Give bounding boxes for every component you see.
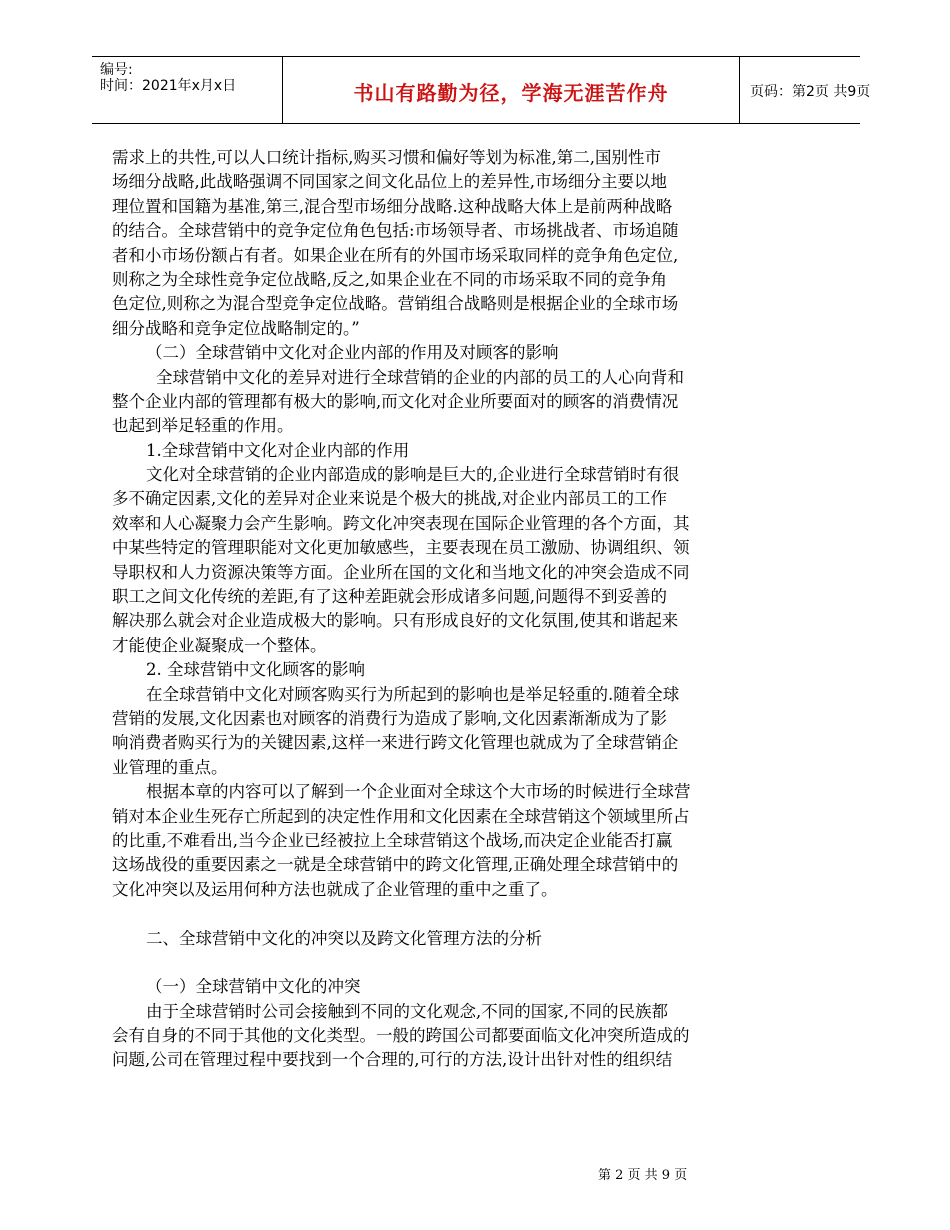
body-line: 业管理的重点。 <box>112 757 228 777</box>
body-line: 在全球营销中文化对顾客购买行为所起到的影响也是举足轻重的.随着全球 <box>146 684 680 704</box>
blank-line <box>112 902 772 926</box>
page-footer: 第 2 页 共 9 页 <box>598 1168 688 1183</box>
body-line: 文化对全球营销的企业内部造成的影响是巨大的,企业进行全球营销时有很 <box>146 465 680 485</box>
body-line: 会有自身的不同于其他的文化类型。一般的跨国公司都要面临文化冲突所造成的 <box>112 1026 690 1046</box>
section-heading: （二）全球营销中文化对企业内部的作用及对顾客的影响 <box>146 343 559 363</box>
body-line: 色定位,则称之为混合型竞争定位战略。营销组合战略则是根据企业的全球市场 <box>112 294 679 314</box>
body-line: 中某些特定的管理职能对文化更加敏感些，主要表现在员工激励、协调组织、领 <box>112 538 690 558</box>
body-line: 解决那么就会对企业造成极大的影响。只有形成良好的文化氛围,使其和谐起来 <box>112 611 679 631</box>
header-motto-cell <box>282 57 740 123</box>
motto-text: 书山有路勤为径，学海无涯苦作舟 <box>353 81 669 105</box>
body-line: 响消费者购买行为的关键因素,这样一来进行跨文化管理也就成为了全球营销企 <box>112 733 679 753</box>
body-line: 营销的发展,文化因素也对顾客的消费行为造成了影响,文化因素渐渐成为了影 <box>112 708 667 728</box>
time-label: 时间：2021年x月x日 <box>100 78 237 94</box>
body-line: 也起到举足轻重的作用。 <box>112 416 294 436</box>
page-info: 页码：第2页 共9页 <box>750 84 871 100</box>
body-line: 则称之为全球性竞争定位战略,反之,如果企业在不同的市场采取不同的竞争角 <box>112 269 667 289</box>
body-line: 理位置和国籍为基准,第三,混合型市场细分战略.这种战略大体上是前两种战略 <box>112 196 673 216</box>
page-header <box>92 56 871 124</box>
section-heading: （一）全球营销中文化的冲突 <box>146 977 361 997</box>
body-line: 多不确定因素,文化的差异对企业来说是个极大的挑战,对企业内部员工的工作 <box>112 489 667 509</box>
document-body <box>112 146 772 1073</box>
body-line: 职工之间文化传统的差距,有了这种差距就会形成诸多问题,问题得不到妥善的 <box>112 587 667 607</box>
body-line: 问题,公司在管理过程中要找到一个合理的,可行的方法,设计出针对性的组织结 <box>112 1050 673 1070</box>
body-line: 场细分战略,此战略强调不同国家之间文化品位上的差异性,市场细分主要以地 <box>112 172 667 192</box>
body-line: 细分战略和竞争定位战略制定的。” <box>112 318 360 338</box>
header-meta-cell <box>92 57 282 123</box>
body-line: 这场战役的重要因素之一就是全球营销中的跨文化管理,正确处理全球营销中的 <box>112 855 679 875</box>
subsection-heading: 2. 全球营销中文化顾客的影响 <box>146 660 365 680</box>
body-line: 全球营销中文化的差异对进行全球营销的企业的内部的员工的人心向背和 <box>156 367 684 387</box>
body-line: 整个企业内部的管理都有极大的影响,而文化对企业所要面对的顾客的消费情况 <box>112 391 679 411</box>
body-line: 的结合。全球营销中的竞争定位角色包括:市场领导者、市场挑战者、市场追随 <box>112 221 679 241</box>
body-line: 效率和人心凝聚力会产生影响。跨文化冲突表现在国际企业管理的各个方面，其 <box>112 513 690 533</box>
body-line: 文化冲突以及运用何种方法也就成了企业管理的重中之重了。 <box>112 879 558 899</box>
body-line: 导职权和人力资源决策等方面。企业所在国的文化和当地文化的冲突会造成不同 <box>112 562 690 582</box>
body-line: 者和小市场份额占有者。如果企业在所有的外国市场采取同样的竞争角色定位, <box>112 245 679 265</box>
body-line: 由于全球营销时公司会接触到不同的文化观念,不同的国家,不同的民族都 <box>146 1001 668 1021</box>
body-line: 的比重,不难看出,当今企业已经被拉上全球营销这个战场,而决定企业能否打赢 <box>112 830 673 850</box>
body-line: 根据本章的内容可以了解到一个企业面对全球这个大市场的时候进行全球营 <box>146 782 691 802</box>
header-page-cell <box>738 57 871 123</box>
blank-line <box>112 951 772 975</box>
body-line: 需求上的共性,可以人口统计指标,购买习惯和偏好等划为标准,第二,国别性市 <box>112 148 661 167</box>
body-line: 销对本企业生死存亡所起到的决定性作用和文化因素在全球营销这个领域里所占 <box>112 806 690 826</box>
doc-number-label: 编号: <box>100 62 133 78</box>
chapter-heading: 二、全球营销中文化的冲突以及跨文化管理方法的分析 <box>146 928 542 948</box>
subsection-heading: 1.全球营销中文化对企业内部的作用 <box>146 440 410 460</box>
body-line: 才能使企业凝聚成一个整体。 <box>112 635 327 655</box>
